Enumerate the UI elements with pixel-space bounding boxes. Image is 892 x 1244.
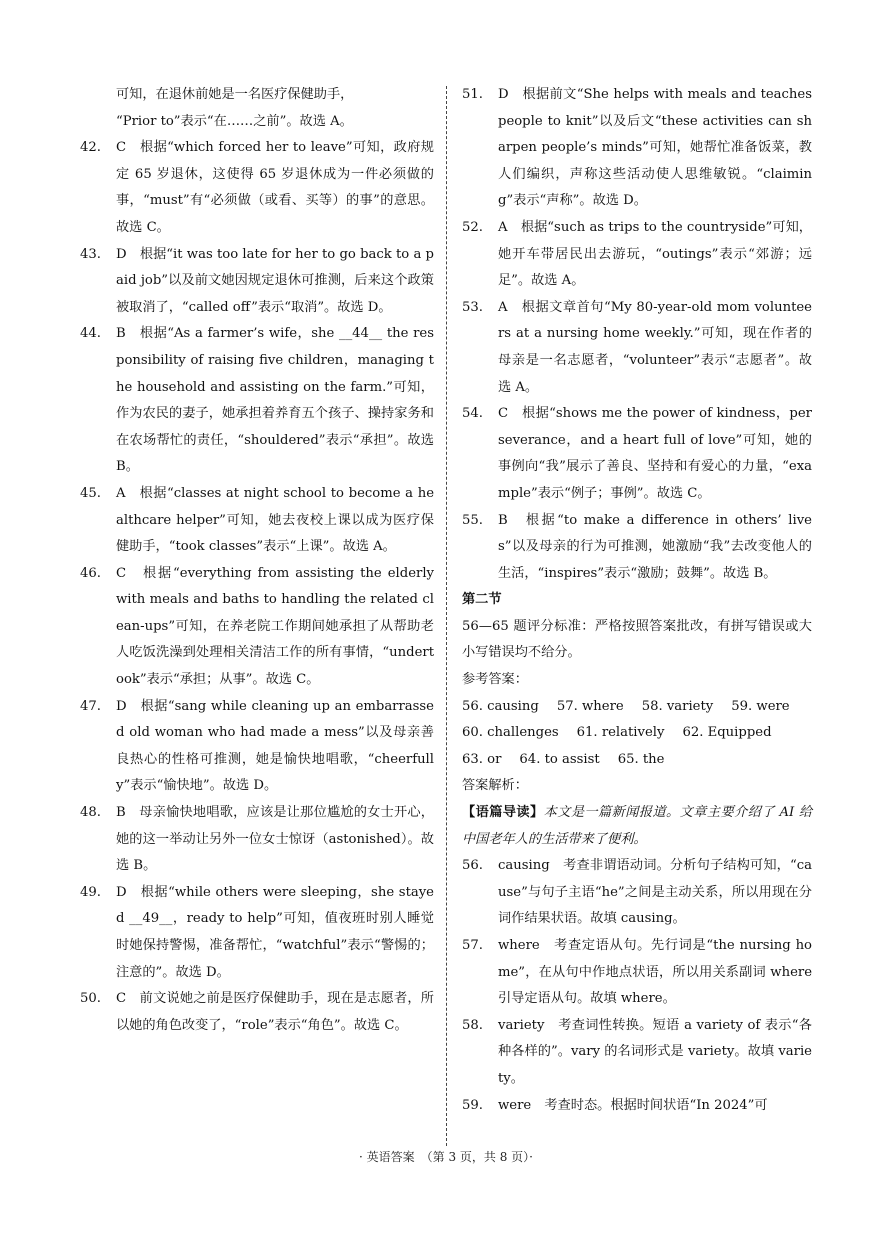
answer-entry: 57. where bbox=[556, 698, 624, 714]
continuation-text bbox=[80, 82, 434, 135]
page-footer: · 英语答案 （第 3 页，共 8 页）· bbox=[359, 1150, 533, 1164]
item-number: 42. bbox=[80, 140, 101, 156]
item-number: 57. bbox=[462, 938, 483, 953]
left-items-list bbox=[80, 135, 434, 1039]
analysis-item-59 bbox=[462, 1093, 812, 1120]
answer-entry: 64. to assist bbox=[519, 751, 600, 767]
question-item-44 bbox=[80, 321, 434, 481]
item-number: 52. bbox=[462, 219, 483, 235]
analysis-item-56 bbox=[462, 853, 812, 933]
question-item-42 bbox=[80, 135, 434, 241]
item-explanation: D 根据“it was too late for her to go back to a paid job”以及前文她因规定退休可推测，后来这个政策被取消了，“called off”表示“取消”。故选 D。 bbox=[116, 246, 434, 315]
answer-row bbox=[462, 694, 812, 721]
question-item-46 bbox=[80, 561, 434, 694]
item-explanation: variety 考查词性转换。短语 a variety of 表示“各种各样的”。vary 的名词形式是 variety。故填 variety。 bbox=[498, 1017, 812, 1086]
right-column bbox=[462, 82, 812, 1119]
item-explanation: B 根据“As a farmer’s wife，she __44__ the responsibility of raising five children，managing the household and assisting on the farm.”可知，作为农民的妻子，她承担着养育五个孩子、操持家务和在农场帮忙的责任，“shouldered”表示“承担”。故选 B。 bbox=[116, 326, 434, 475]
item-number: 46. bbox=[80, 565, 101, 581]
question-item-51 bbox=[462, 82, 812, 215]
item-explanation: causing 考查非谓语动词。分析句子结构可知，“cause”与句子主语“he”之间是主动关系，所以用现在分词作结果状语。故填 causing。 bbox=[498, 858, 812, 927]
answer-entry: 58. variety bbox=[641, 698, 714, 714]
item-number: 56. bbox=[462, 858, 483, 874]
answer-key bbox=[462, 694, 812, 774]
item-number: 45. bbox=[80, 485, 101, 501]
reference-answers-label: 参考答案： bbox=[462, 672, 528, 688]
question-item-54 bbox=[462, 401, 812, 507]
item-number: 44. bbox=[80, 326, 101, 342]
item-number: 48. bbox=[80, 805, 101, 821]
question-item-53 bbox=[462, 295, 812, 401]
answer-entry: 60. challenges bbox=[462, 725, 559, 741]
item-explanation: D 根据“while others were sleeping，she stayed __49__，ready to help”可知，值夜班时别人睡觉时她保持警惕，准备帮忙，“watchful”表示“警惕的；注意的”。故选 D。 bbox=[116, 884, 434, 980]
passage-guide bbox=[462, 800, 812, 853]
answer-row bbox=[462, 720, 812, 747]
question-item-47 bbox=[80, 694, 434, 800]
item-explanation: C 根据“which forced her to leave”可知，政府规定 65 岁退休，这使得 65 岁退休成为一件必须做的事，“must”有“必须做（或看、买等）的事”的意思。故选 C。 bbox=[116, 140, 434, 235]
item-number: 53. bbox=[462, 299, 483, 315]
analysis-item-57 bbox=[462, 933, 812, 1013]
answer-entry: 56. causing bbox=[462, 698, 539, 714]
analysis-item-58 bbox=[462, 1013, 812, 1093]
question-item-45 bbox=[80, 481, 434, 561]
item-number: 55. bbox=[462, 512, 483, 528]
item-number: 43. bbox=[80, 246, 101, 262]
answer-entry: 63. or bbox=[462, 751, 502, 767]
item-explanation: A 根据“such as trips to the countryside”可知，她开车带居民出去游玩，“outings”表示“郊游；远足”。故选 A。 bbox=[498, 219, 812, 289]
question-item-52 bbox=[462, 215, 812, 295]
item-explanation: A 根据文章首句“My 80-year-old mom volunteers at a nursing home weekly.”可知，现在作者的母亲是一名志愿者，“volunteer”表示“志愿者”。故选 A。 bbox=[498, 299, 812, 395]
item-explanation: where 考查定语从句。先行词是“the nursing home”，在从句中作地点状语，所以用关系副词 where 引导定语从句。故填 where。 bbox=[498, 938, 812, 1007]
item-number: 51. bbox=[462, 87, 483, 102]
column-divider bbox=[446, 86, 447, 1146]
question-item-55 bbox=[462, 508, 812, 588]
question-item-49 bbox=[80, 880, 434, 986]
item-explanation: C 根据“shows me the power of kindness，perseverance，and a heart full of love”可知，她的事例向“我”展示了善良、坚持和有爱心的力量，“example”表示“例子；事例”。故选 C。 bbox=[498, 406, 812, 501]
continuation-line: 可知，在退休前她是一名医疗保健助手， bbox=[116, 87, 354, 102]
item-number: 49. bbox=[80, 884, 101, 900]
question-item-50 bbox=[80, 986, 434, 1039]
analysis-list bbox=[462, 853, 812, 1119]
item-number: 54. bbox=[462, 406, 483, 422]
item-explanation: B 根据“to make a difference in others’ lives”以及母亲的行为可推测，她激励“我”去改变他人的生活，“inspires”表示“激励；鼓舞”。故选 B。 bbox=[498, 512, 812, 581]
passage-guide-heading: 【语篇导读】 bbox=[462, 805, 544, 821]
item-number: 47. bbox=[80, 698, 101, 714]
answer-entry: 61. relatively bbox=[576, 725, 665, 741]
item-explanation: were 考查时态。根据时间状语“In 2024”可 bbox=[498, 1097, 768, 1113]
item-explanation: C 根据“everything from assisting the elderly with meals and baths to handling the related clean-ups”可知，在养老院工作期间她承担了从帮助老人吃饭洗澡到处理相关清洁工作的所有事情，“undertook”表示“承担；从事”。故选 C。 bbox=[116, 565, 434, 688]
passage-guide-text: 本文是一篇新闻报道。文章主要介绍了 AI 给中国老年人的生活带来了便利。 bbox=[462, 805, 813, 847]
answer-entry: 65. the bbox=[617, 751, 665, 767]
item-explanation: C 前文说她之前是医疗保健助手，现在是志愿者，所以她的角色改变了，“role”表示“角色”。故选 C。 bbox=[116, 991, 434, 1033]
section-heading: 第二节 bbox=[462, 592, 502, 608]
item-number: 50. bbox=[80, 991, 101, 1007]
item-number: 59. bbox=[462, 1097, 483, 1113]
item-explanation: A 根据“classes at night school to become a healthcare helper”可知，她去夜校上课以成为医疗保健助手，“took classes”表示“上课”。故选 A。 bbox=[116, 485, 434, 555]
item-explanation: D 根据“sang while cleaning up an embarrassed old woman who had made a mess”以及母亲善良热心的性格可推测，她是愉快地唱歌，“cheerfully”表示“愉快地”。故选 D。 bbox=[116, 698, 434, 794]
item-explanation: D 根据前文“She helps with meals and teaches people to knit”以及后文“these activities can sharpen people’s minds”可知，她帮忙准备饭菜，教人们编织，声称这些活动使人思维敏锐。“claiming”表示“声称”。故选 D。 bbox=[498, 87, 812, 209]
right-items-list bbox=[462, 82, 812, 587]
item-explanation: B 母亲愉快地唱歌，应该是让那位尴尬的女士开心，她的这一举动让另外一位女士惊讶（astonished）。故选 B。 bbox=[116, 805, 434, 874]
item-number: 58. bbox=[462, 1017, 483, 1033]
continuation-line: “Prior to”表示“在……之前”。故选 A。 bbox=[116, 113, 353, 129]
answer-entry: 62. Equipped bbox=[682, 725, 772, 741]
question-item-48 bbox=[80, 800, 434, 880]
answer-row bbox=[462, 747, 812, 774]
scoring-standard: 56—65 题评分标准：严格按照答案批改，有拼写错误或大小写错误均不给分。 bbox=[462, 618, 812, 661]
left-column bbox=[80, 82, 434, 1039]
answer-entry: 59. were bbox=[731, 698, 790, 714]
question-item-43 bbox=[80, 242, 434, 322]
analysis-label: 答案解析： bbox=[462, 778, 528, 794]
